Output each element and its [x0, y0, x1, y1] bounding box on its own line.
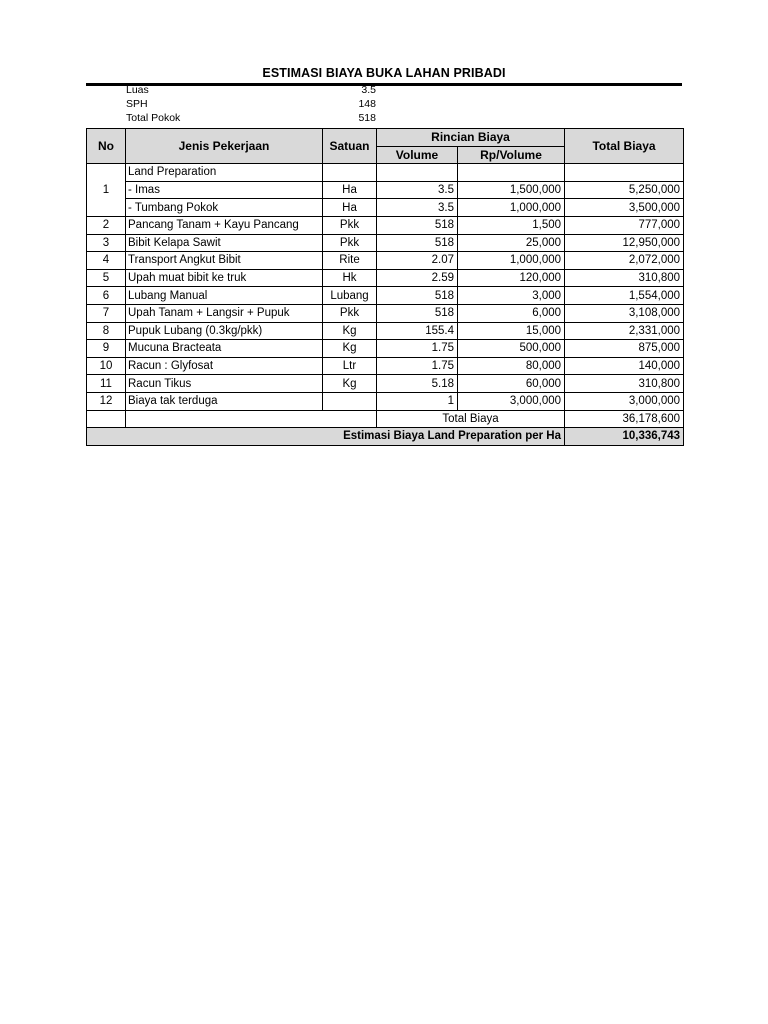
row-number: 4 [87, 252, 126, 270]
rate-cell: 1,000,000 [458, 252, 565, 270]
rate-cell: 1,000,000 [458, 199, 565, 217]
volume-cell: 518 [377, 216, 458, 234]
unit-cell: Kg [323, 322, 377, 340]
unit-cell: Ha [323, 199, 377, 217]
total-cell: 310,800 [565, 269, 684, 287]
row-number: 2 [87, 216, 126, 234]
volume-cell: 1.75 [377, 340, 458, 358]
table-row [87, 181, 684, 199]
job-name: Land Preparation [126, 164, 323, 182]
total-cell: 2,072,000 [565, 252, 684, 270]
row-number: 5 [87, 269, 126, 287]
total-cell [565, 164, 684, 182]
row-number: 10 [87, 357, 126, 375]
job-name: Pancang Tanam + Kayu Pancang [126, 216, 323, 234]
job-name: Racun Tikus [126, 375, 323, 393]
total-biaya-row [87, 410, 684, 428]
volume-cell: 518 [377, 304, 458, 322]
info-value: 148 [358, 98, 376, 110]
unit-cell: Lubang [323, 287, 377, 305]
total-cell: 1,554,000 [565, 287, 684, 305]
volume-cell: 1.75 [377, 357, 458, 375]
header-row [87, 129, 684, 147]
row-number: 7 [87, 304, 126, 322]
volume-cell: 5.18 [377, 375, 458, 393]
table-row [87, 304, 684, 322]
rate-cell: 1,500 [458, 216, 565, 234]
job-name: Mucuna Bracteata [126, 340, 323, 358]
rate-cell: 120,000 [458, 269, 565, 287]
header-volume: Volume [377, 146, 458, 164]
row-number: 1 [87, 164, 126, 217]
empty-cell [126, 410, 323, 428]
info-value: 3.5 [361, 84, 376, 96]
total-cell: 3,500,000 [565, 199, 684, 217]
job-name: Biaya tak terduga [126, 392, 323, 410]
job-name: Lubang Manual [126, 287, 323, 305]
empty-cell [323, 410, 377, 428]
info-label: SPH [126, 98, 148, 110]
volume-cell: 518 [377, 234, 458, 252]
job-name: Pupuk Lubang (0.3kg/pkk) [126, 322, 323, 340]
volume-cell [377, 164, 458, 182]
table-row [87, 199, 684, 217]
total-cell: 777,000 [565, 216, 684, 234]
table-row [87, 164, 684, 182]
info-luas [126, 84, 378, 98]
header-rp-volume: Rp/Volume [458, 146, 565, 164]
unit-cell [323, 392, 377, 410]
empty-cell [87, 410, 126, 428]
volume-cell: 1 [377, 392, 458, 410]
per-ha-row [87, 428, 684, 446]
total-biaya-label: Total Biaya [377, 410, 565, 428]
row-number: 12 [87, 392, 126, 410]
job-name: - Imas [126, 181, 323, 199]
rate-cell: 500,000 [458, 340, 565, 358]
per-ha-label: Estimasi Biaya Land Preparation per Ha [87, 428, 565, 446]
total-cell: 5,250,000 [565, 181, 684, 199]
unit-cell: Ltr [323, 357, 377, 375]
volume-cell: 2.59 [377, 269, 458, 287]
table-row [87, 269, 684, 287]
unit-cell: Kg [323, 340, 377, 358]
info-label: Luas [126, 84, 149, 96]
header-rincian-biaya: Rincian Biaya [377, 129, 565, 147]
job-name: Bibit Kelapa Sawit [126, 234, 323, 252]
total-cell: 2,331,000 [565, 322, 684, 340]
volume-cell: 3.5 [377, 199, 458, 217]
table-row [87, 234, 684, 252]
total-cell: 3,000,000 [565, 392, 684, 410]
info-total-pokok [126, 112, 378, 126]
rate-cell [458, 164, 565, 182]
volume-cell: 2.07 [377, 252, 458, 270]
total-biaya-value: 36,178,600 [565, 410, 684, 428]
row-number: 11 [87, 375, 126, 393]
unit-cell: Ha [323, 181, 377, 199]
header-satuan: Satuan [323, 129, 377, 164]
total-cell: 3,108,000 [565, 304, 684, 322]
rate-cell: 80,000 [458, 357, 565, 375]
info-label: Total Pokok [126, 112, 181, 124]
row-number: 9 [87, 340, 126, 358]
volume-cell: 3.5 [377, 181, 458, 199]
table-row [87, 216, 684, 234]
unit-cell: Hk [323, 269, 377, 287]
table-row [87, 392, 684, 410]
unit-cell: Rite [323, 252, 377, 270]
document-title: ESTIMASI BIAYA BUKA LAHAN PRIBADI [262, 66, 506, 80]
volume-cell: 518 [377, 287, 458, 305]
unit-cell: Pkk [323, 234, 377, 252]
cost-table [86, 128, 684, 446]
rate-cell: 3,000,000 [458, 392, 565, 410]
total-cell: 875,000 [565, 340, 684, 358]
header-total-biaya: Total Biaya [565, 129, 684, 164]
table-row [87, 322, 684, 340]
table-row [87, 375, 684, 393]
row-number: 6 [87, 287, 126, 305]
unit-cell: Kg [323, 375, 377, 393]
rate-cell: 60,000 [458, 375, 565, 393]
rate-cell: 6,000 [458, 304, 565, 322]
info-value: 518 [358, 112, 376, 124]
rate-cell: 3,000 [458, 287, 565, 305]
rate-cell: 15,000 [458, 322, 565, 340]
unit-cell [323, 164, 377, 182]
rate-cell: 1,500,000 [458, 181, 565, 199]
table-row [87, 287, 684, 305]
per-ha-value: 10,336,743 [565, 428, 684, 446]
header-jenis-pekerjaan: Jenis Pekerjaan [126, 129, 323, 164]
total-cell: 12,950,000 [565, 234, 684, 252]
row-number: 3 [87, 234, 126, 252]
job-name: Transport Angkut Bibit [126, 252, 323, 270]
table-row [87, 357, 684, 375]
header-no: No [87, 129, 126, 164]
job-name: Upah Tanam + Langsir + Pupuk [126, 304, 323, 322]
row-number: 8 [87, 322, 126, 340]
total-cell: 140,000 [565, 357, 684, 375]
job-name: - Tumbang Pokok [126, 199, 323, 217]
unit-cell: Pkk [323, 304, 377, 322]
volume-cell: 155.4 [377, 322, 458, 340]
table-row [87, 340, 684, 358]
job-name: Upah muat bibit ke truk [126, 269, 323, 287]
unit-cell: Pkk [323, 216, 377, 234]
total-cell: 310,800 [565, 375, 684, 393]
job-name: Racun : Glyfosat [126, 357, 323, 375]
table-row [87, 252, 684, 270]
info-sph [126, 98, 378, 112]
rate-cell: 25,000 [458, 234, 565, 252]
